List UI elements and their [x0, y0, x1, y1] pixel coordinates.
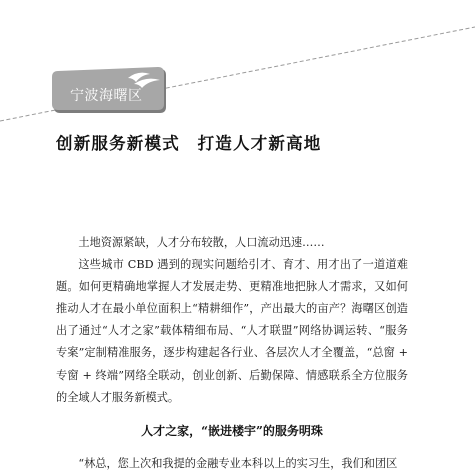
paragraph-main: 这些城市 CBD 遇到的现实问题给引才、育才、用才出了一道道难题。如何更精确地掌握人才发展走势、更精准地把脉人才需求，又如何推动人才在最小单位面积上“精耕细作”，产出最大的亩产？海曙区创造出了通过“人才之家”载体精细布局、“人才联盟”网络协调运转、“服务专案”定制精准服务，逐步构建起各行业、各层次人才全覆盖，“总窗 + 专窗 + 终端”网络全联动，创业创新、后勤保障、情感联系全方位服务的全域人才服务新模式。 — [56, 258, 408, 404]
paragraph-intro: 土地资源紧缺，人才分布较散，人口流动迅速…… — [78, 236, 325, 249]
page-title: 创新服务新模式 打造人才新高地 — [56, 134, 322, 153]
section-heading: 人才之家，“嵌进楼宇”的服务明珠 — [141, 424, 323, 438]
section-first-line: “林总，您上次和我提的金融专业本科以上的实习生，我们和团区 — [78, 457, 398, 470]
district-label: 宁波海曙区 — [70, 88, 143, 104]
header-decoration — [0, 0, 475, 130]
article-body — [56, 232, 408, 409]
